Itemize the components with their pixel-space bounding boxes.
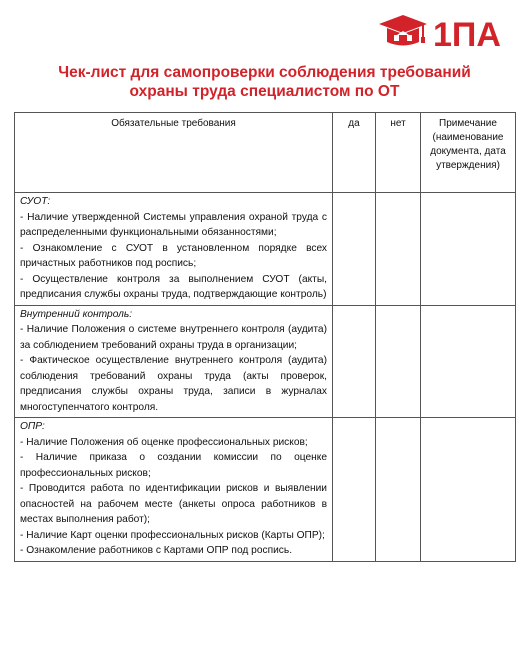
no-cell[interactable]	[376, 193, 421, 306]
section-row-opr	[15, 418, 516, 562]
requirements-cell	[15, 418, 333, 562]
note-cell[interactable]	[421, 305, 516, 418]
requirement-item: - Проводится работа по идентификации рисков и выявлении опасностей на рабочем месте (анкеты опроса работников в местах выполнения работ);	[20, 483, 327, 525]
requirement-item: - Фактическое осуществление внутреннего контроля (аудита) соблюдения требований охраны труда (акты проверок, предписания службы охраны труда, записи в журналах многоступенчатого контроля.	[20, 355, 327, 413]
brand-logo	[377, 12, 513, 52]
graduation-cap-logo-icon	[377, 12, 513, 52]
section-title: Внутренний контроль:	[20, 308, 133, 320]
note-cell[interactable]	[421, 418, 516, 562]
header-note: Примечание (наименование документа, дата утверждения)	[421, 113, 516, 193]
requirements-cell	[15, 305, 333, 418]
requirement-item: - Ознакомление работников с Картами ОПР под роспись.	[20, 545, 293, 556]
yes-cell[interactable]	[333, 305, 376, 418]
section-row-internal-control	[15, 305, 516, 418]
no-cell[interactable]	[376, 305, 421, 418]
yes-cell[interactable]	[333, 418, 376, 562]
table-header-row	[15, 113, 516, 193]
checklist-table	[14, 112, 516, 562]
section-title: СУОТ:	[20, 196, 51, 207]
no-cell[interactable]	[376, 418, 421, 562]
requirement-item: - Наличие Положения об оценке профессиональных рисков;	[20, 436, 308, 448]
document-title	[0, 63, 529, 101]
note-cell[interactable]	[421, 193, 516, 306]
requirement-item: - Ознакомление с СУОТ в установленном порядке всех причастных работников под роспись;	[20, 242, 327, 269]
section-row-suot	[15, 193, 516, 306]
requirement-item: - Осуществление контроля за выполнением СУОТ (акты, предписания службы охраны труда, подтверждающие контроль)	[20, 273, 327, 300]
title-line-1: Чек-лист для самопроверки соблюдения требований	[58, 64, 471, 81]
requirement-item: - Наличие приказа о создании комиссии по оценке профессиональных рисков;	[20, 452, 327, 479]
requirements-cell	[15, 193, 333, 306]
section-title: ОПР:	[20, 421, 45, 432]
header-requirements: Обязательные требования	[15, 113, 333, 193]
header-yes: да	[333, 113, 376, 193]
yes-cell[interactable]	[333, 193, 376, 306]
svg-text:1ПА: 1ПА	[433, 16, 501, 52]
requirement-item: - Наличие Карт оценки профессиональных рисков (Карты ОПР);	[20, 529, 325, 541]
header-no: нет	[376, 113, 421, 193]
title-line-2: охраны труда специалистом по ОТ	[129, 83, 400, 100]
requirement-item: - Наличие Положения о системе внутреннего контроля (аудита) за соблюдением требований охраны труда в организации;	[20, 324, 327, 351]
requirement-item: - Наличие утвержденной Системы управления охраной труда с распределенными функциональными обязанностями;	[20, 211, 327, 238]
